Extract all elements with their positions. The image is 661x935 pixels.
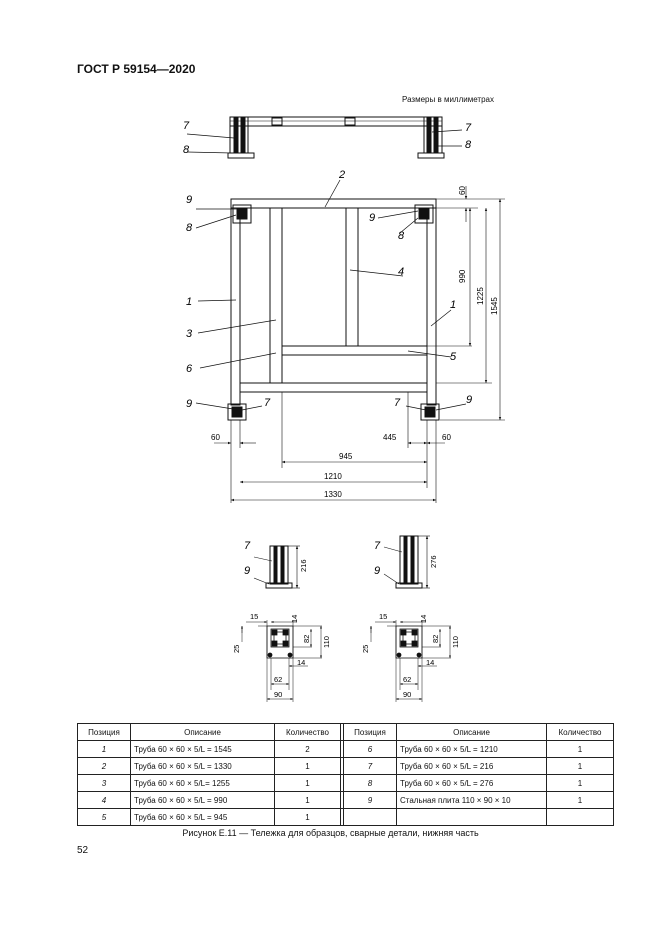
callout-3: 3 <box>186 328 193 340</box>
dim-60-top: 60 <box>458 186 467 195</box>
callout-9-detail-a: 9 <box>244 565 251 577</box>
table-row: 5 Труба 60 × 60 × 5/L = 945 1 <box>78 809 614 826</box>
parts-table-header <box>78 724 614 741</box>
detail-post-216 <box>254 546 300 588</box>
dim-62-b: 62 <box>403 675 412 684</box>
dim-1225: 1225 <box>476 287 485 305</box>
dim-990: 990 <box>458 269 467 283</box>
dim-445: 445 <box>383 433 397 442</box>
page-number: 52 <box>77 845 89 856</box>
header-description-left: Описание <box>131 724 275 741</box>
dim-1330: 1330 <box>324 490 342 499</box>
callout-7-top-left: 7 <box>183 120 190 132</box>
dim-25-a: 25 <box>232 644 241 653</box>
callout-4: 4 <box>398 266 405 278</box>
callout-9-detail-b: 9 <box>374 565 381 577</box>
dim-14-b-side: 14 <box>426 658 435 667</box>
callout-7-bottom-left: 7 <box>264 397 271 409</box>
callout-7-detail-a: 7 <box>244 540 251 552</box>
callout-8-front-right: 8 <box>398 230 405 242</box>
front-view <box>228 199 439 420</box>
dim-15-b: 15 <box>379 612 388 621</box>
header-position-left: Позиция <box>78 724 131 741</box>
table-row: 4 Труба 60 × 60 × 5/L = 990 1 9 Стальная плита 110 × 90 × 10 1 <box>78 792 614 809</box>
dim-90-a: 90 <box>274 690 283 699</box>
callout-7-detail-b: 7 <box>374 540 381 552</box>
callout-1-left: 1 <box>186 296 193 308</box>
callout-7-bottom-right: 7 <box>394 397 401 409</box>
header-quantity-left: Количество <box>275 724 341 741</box>
dim-216: 216 <box>299 559 308 572</box>
callout-9-bottom-left: 9 <box>186 398 193 410</box>
callout-8-front-left: 8 <box>186 222 193 234</box>
callout-2: 2 <box>339 169 346 181</box>
dim-14-a-top: 14 <box>290 614 299 623</box>
dim-945: 945 <box>339 452 353 461</box>
parts-table <box>77 723 614 826</box>
callout-6: 6 <box>186 363 193 375</box>
callout-8-top-right: 8 <box>465 139 472 151</box>
callout-9-front-right: 9 <box>369 212 376 224</box>
dim-14-b-top: 14 <box>419 614 428 623</box>
callout-9-bottom-right: 9 <box>466 394 473 406</box>
callout-9-front-left: 9 <box>186 194 193 206</box>
units-note: Размеры в миллиметрах <box>402 95 494 104</box>
dim-110-b: 110 <box>451 636 460 648</box>
dim-62-a: 62 <box>274 675 283 684</box>
dim-1210: 1210 <box>324 472 342 481</box>
dim-14-a-side: 14 <box>297 658 306 667</box>
table-row: 3 Труба 60 × 60 × 5/L= 1255 1 8 Труба 60 × 60 × 5/L = 276 1 <box>78 775 614 792</box>
dim-276: 276 <box>429 555 438 568</box>
dim-25-b: 25 <box>361 644 370 653</box>
dim-60-right: 60 <box>442 433 451 442</box>
dim-110-a: 110 <box>322 636 331 648</box>
dim-60-left: 60 <box>211 433 220 442</box>
dim-90-b: 90 <box>403 690 412 699</box>
callout-7-top-right: 7 <box>465 122 472 134</box>
dim-82-b: 82 <box>431 634 440 643</box>
header-quantity-right: Количество <box>547 724 614 741</box>
callout-1-right: 1 <box>450 299 457 311</box>
header-position-right: Позиция <box>344 724 397 741</box>
dim-15-a: 15 <box>250 612 259 621</box>
top-view <box>187 117 462 158</box>
dim-1545: 1545 <box>490 297 499 315</box>
figure-caption: Рисунок Е.11 — Тележка для образцов, сварные детали, нижняя часть <box>182 828 479 838</box>
dim-82-a: 82 <box>302 634 311 643</box>
header-description-right: Описание <box>397 724 547 741</box>
detail-post-276 <box>384 536 430 588</box>
table-row: 2 Труба 60 × 60 × 5/L = 1330 1 7 Труба 60 × 60 × 5/L = 216 1 <box>78 758 614 775</box>
table-row: 1 Труба 60 × 60 × 5/L = 1545 2 6 Труба 60 × 60 × 5/L = 1210 1 <box>78 741 614 758</box>
callout-8-top-left: 8 <box>183 144 190 156</box>
standard-header: ГОСТ Р 59154—2020 <box>77 62 196 76</box>
callout-5: 5 <box>450 351 457 363</box>
